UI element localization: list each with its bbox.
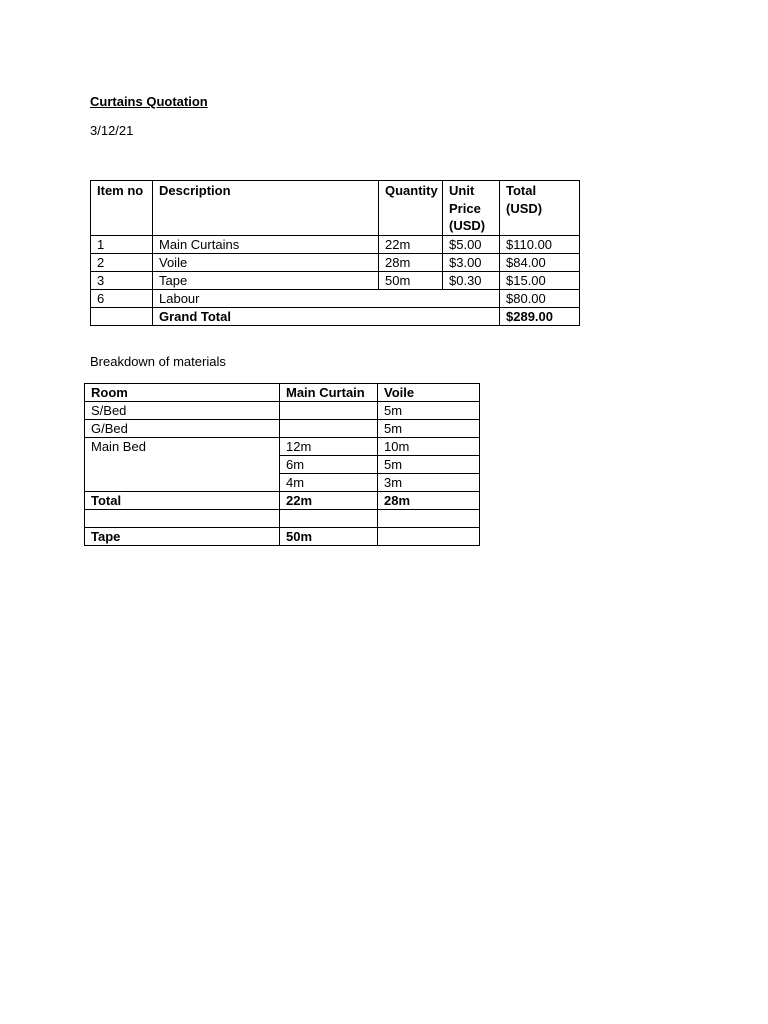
tape-label: Tape bbox=[85, 528, 280, 546]
cell-unit-price: $0.30 bbox=[443, 272, 500, 290]
cell-empty bbox=[378, 510, 480, 528]
header-unit-price: Unit Price (USD) bbox=[443, 181, 500, 236]
total-voile: 28m bbox=[378, 492, 480, 510]
table-row bbox=[91, 236, 580, 254]
cell-quantity: 22m bbox=[379, 236, 443, 254]
cell-description: Main Curtains bbox=[153, 236, 379, 254]
cell-empty bbox=[85, 510, 280, 528]
header-room: Room bbox=[85, 384, 280, 402]
cell-room: S/Bed bbox=[85, 402, 280, 420]
cell-total: $110.00 bbox=[500, 236, 580, 254]
cell-main-curtain: 12m bbox=[280, 438, 378, 456]
tape-value: 50m bbox=[280, 528, 378, 546]
empty-row bbox=[85, 510, 480, 528]
document-title: Curtains Quotation bbox=[90, 94, 208, 109]
cell-total: $15.00 bbox=[500, 272, 580, 290]
cell-unit-price: $5.00 bbox=[443, 236, 500, 254]
cell-room: Main Bed bbox=[85, 438, 280, 492]
cell-voile: 5m bbox=[378, 402, 480, 420]
cell-item-no: 3 bbox=[91, 272, 153, 290]
cell-main-curtain bbox=[280, 402, 378, 420]
cell-empty bbox=[91, 308, 153, 326]
total-label: Total bbox=[85, 492, 280, 510]
cell-main-curtain: 6m bbox=[280, 456, 378, 474]
cell-empty bbox=[378, 528, 480, 546]
cell-voile: 5m bbox=[378, 420, 480, 438]
cell-description: Tape bbox=[153, 272, 379, 290]
cell-room: G/Bed bbox=[85, 420, 280, 438]
header-voile: Voile bbox=[378, 384, 480, 402]
breakdown-heading: Breakdown of materials bbox=[90, 354, 226, 369]
cell-main-curtain: 4m bbox=[280, 474, 378, 492]
cell-unit-price: $3.00 bbox=[443, 254, 500, 272]
cell-main-curtain bbox=[280, 420, 378, 438]
table-row bbox=[85, 402, 480, 420]
header-quantity: Quantity bbox=[379, 181, 443, 236]
cell-item-no: 1 bbox=[91, 236, 153, 254]
tape-row bbox=[85, 528, 480, 546]
cell-total: $84.00 bbox=[500, 254, 580, 272]
table-row bbox=[91, 272, 580, 290]
document-date: 3/12/21 bbox=[90, 123, 134, 138]
table-row bbox=[91, 290, 580, 308]
breakdown-table bbox=[84, 383, 480, 546]
cell-item-no: 2 bbox=[91, 254, 153, 272]
cell-voile: 3m bbox=[378, 474, 480, 492]
cell-empty bbox=[280, 510, 378, 528]
header-description: Description bbox=[153, 181, 379, 236]
quotation-table bbox=[90, 180, 580, 326]
cell-item-no: 6 bbox=[91, 290, 153, 308]
breakdown-header-row bbox=[85, 384, 480, 402]
breakdown-total-row bbox=[85, 492, 480, 510]
quotation-header-row bbox=[91, 181, 580, 236]
grand-total-row bbox=[91, 308, 580, 326]
table-row bbox=[85, 420, 480, 438]
table-row bbox=[91, 254, 580, 272]
grand-total-label: Grand Total bbox=[153, 308, 500, 326]
cell-quantity: 50m bbox=[379, 272, 443, 290]
cell-voile: 10m bbox=[378, 438, 480, 456]
cell-description: Voile bbox=[153, 254, 379, 272]
header-item-no: Item no bbox=[91, 181, 153, 236]
grand-total-value: $289.00 bbox=[500, 308, 580, 326]
cell-voile: 5m bbox=[378, 456, 480, 474]
total-main-curtain: 22m bbox=[280, 492, 378, 510]
header-main-curtain: Main Curtain bbox=[280, 384, 378, 402]
cell-description: Labour bbox=[153, 290, 500, 308]
cell-quantity: 28m bbox=[379, 254, 443, 272]
table-row bbox=[85, 438, 480, 456]
cell-total: $80.00 bbox=[500, 290, 580, 308]
header-total: Total (USD) bbox=[500, 181, 580, 236]
